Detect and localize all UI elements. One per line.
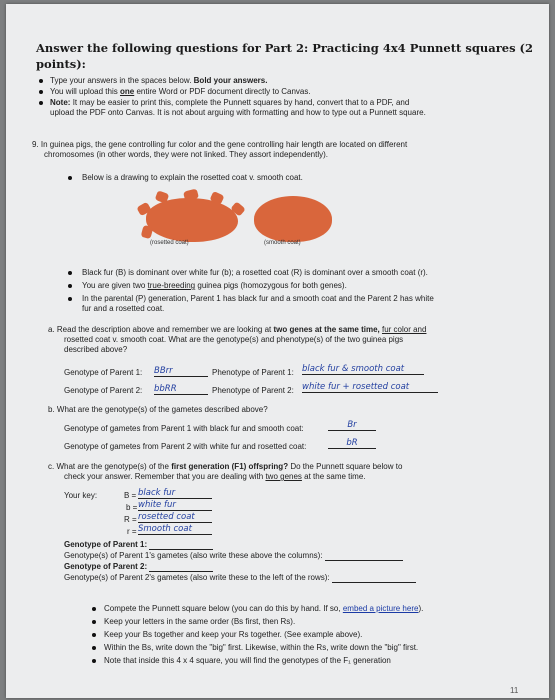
fact-parental-line-1: In the parental (P) generation, Parent 1 has black fur and a smooth coat and the Parent 2 has white	[82, 294, 434, 303]
instruction-2-pre: You will upload this	[50, 87, 118, 96]
bullet-icon	[92, 633, 96, 637]
phenotype-parent-2-answer[interactable]: white fur + rosetted coat	[302, 382, 438, 393]
key-answer-b[interactable]: white fur	[138, 500, 212, 511]
instruction-3-text: It may be easier to print this, complete the Punnett squares by hand, convert that to a PDF, and	[72, 98, 410, 107]
part-c-line-2-post: at the same time.	[304, 472, 366, 481]
phenotype-parent-1-answer[interactable]: black fur & smooth coat	[302, 364, 424, 375]
gametes-parent-2-c-blank[interactable]	[332, 574, 416, 583]
rosette-tuft	[141, 225, 154, 239]
part-c-pre: c. What are the genotype(s) of the	[48, 462, 169, 471]
part-a-line-2: rosetted coat v. smooth coat. What are the genotype(s) and phenotype(s) of the two guinea pigs	[64, 335, 404, 344]
gametes-parent-1-c-text: Genotype(s) of Parent 1's gametes (also write these above the columns):	[64, 551, 323, 560]
bullet-icon	[68, 297, 72, 301]
instruction-1-bold: Bold your answers.	[193, 76, 268, 85]
tip-1-pre: Compete the Punnett square below (you can do this by hand. If so,	[104, 604, 341, 613]
smooth-caption: (smooth coat)	[264, 240, 301, 246]
genotype-parent-2-label: Genotype of Parent 2:	[64, 386, 143, 395]
phenotype-parent-2-label: Phenotype of Parent 2:	[212, 386, 294, 395]
gametes-parent-2-label: Genotype of gametes from Parent 2 with white fur and rosetted coat:	[64, 442, 307, 451]
instruction-3	[50, 98, 409, 108]
fact-parental-line-2: fur and a rosetted coat.	[82, 304, 165, 313]
tip-1	[104, 604, 423, 614]
gametes-parent-2-c-label	[64, 573, 416, 583]
rosetted-body	[146, 198, 238, 242]
embed-picture-link[interactable]: embed a picture here	[342, 604, 419, 613]
genotype-parent-2-answer[interactable]: bbRR	[154, 384, 208, 395]
part-c-line-2-pre: check your answer. Remember that you are dealing with	[64, 472, 264, 481]
part-a-post: fur color and	[381, 325, 427, 334]
genotype-parent-2-c-blank[interactable]	[149, 563, 213, 572]
key-answer-B[interactable]: black fur	[138, 488, 212, 499]
tip-4: Within the Bs, write down the "big" first. Likewise, within the Rs, write down the "big" first.	[104, 643, 419, 652]
key-sym-r: r =	[127, 527, 137, 536]
part-b-question: b. What are the genotype(s) of the gametes described above?	[48, 405, 268, 414]
genotype-parent-1-c-text: Genotype of Parent 1:	[64, 540, 148, 549]
instruction-1-text: Type your answers in the spaces below.	[50, 76, 192, 85]
instruction-3-line-2: upload the PDF onto Canvas. It is not about arguing with formatting and how to type out a Punnett square.	[50, 108, 426, 117]
bullet-icon	[92, 620, 96, 624]
instruction-2	[50, 87, 311, 97]
part-a-bold: two genes at the same time,	[273, 325, 380, 334]
genotype-parent-2-c-label	[64, 562, 213, 572]
tip-5: Note that inside this 4 x 4 square, you will find the genotypes of the F₁ generation	[104, 656, 391, 665]
part-c-line-1	[48, 462, 402, 472]
gametes-parent-2-answer[interactable]: bR	[328, 438, 376, 449]
genotype-parent-1-c-blank[interactable]	[149, 541, 213, 550]
part-c-post: Do the Punnett square below to	[290, 462, 403, 471]
phenotype-parent-1-label: Phenotype of Parent 1:	[212, 368, 294, 377]
key-sym-b: b =	[126, 503, 138, 512]
fact-true-breeding-post: guinea pigs (homozygous for both genes).	[197, 281, 347, 290]
instruction-2-post: entire Word or PDF document directly to Canvas.	[136, 87, 311, 96]
bullet-icon	[68, 271, 72, 275]
bullet-icon	[92, 607, 96, 611]
heading-line-2: points):	[36, 57, 86, 71]
smooth-guinea-pig-illustration	[254, 196, 332, 242]
fact-true-breeding-pre: You are given two	[82, 281, 146, 290]
bullet-icon	[39, 101, 43, 105]
question-9-line-2: chromosomes (in other words, they were not linked. They assort independently).	[44, 150, 328, 159]
bullet-icon	[68, 176, 72, 180]
part-c-bold: first generation (F1) offspring?	[171, 462, 289, 471]
gametes-parent-1-answer[interactable]: Br	[328, 420, 376, 431]
instruction-3-bold: Note:	[50, 98, 71, 107]
document-page	[6, 4, 549, 698]
part-c-line-2	[64, 472, 366, 482]
bullet-icon	[39, 90, 43, 94]
fact-true-breeding	[82, 281, 347, 291]
genotype-parent-1-answer[interactable]: BBrr	[154, 366, 208, 377]
part-a-line-1	[48, 325, 426, 335]
key-answer-r[interactable]: Smooth coat	[138, 524, 212, 535]
heading-line-1: Answer the following questions for Part 2: Practicing 4x4 Punnett squares (2	[36, 41, 533, 55]
bullet-icon	[92, 659, 96, 663]
tip-3: Keep your Bs together and keep your Rs together. (See example above).	[104, 630, 363, 639]
gametes-parent-2-c-text: Genotype(s) of Parent 2's gametes (also write these to the left of the rows):	[64, 573, 330, 582]
instruction-2-underlined: one	[119, 87, 135, 96]
part-a-pre: a. Read the description above and remember we are looking at	[48, 325, 272, 334]
rosetted-caption: (rosetted coat)	[150, 240, 189, 246]
part-a-line-3: described above?	[64, 345, 128, 354]
tip-1-post: ).	[418, 604, 424, 613]
fact-true-breeding-underlined: true-breeding	[147, 281, 196, 290]
genotype-parent-2-c-text: Genotype of Parent 2:	[64, 562, 148, 571]
gametes-parent-1-c-label	[64, 551, 403, 561]
question-9-line-1: 9. In guinea pigs, the gene controlling fur color and the gene controlling hair length are located on different	[32, 140, 408, 149]
bullet-icon	[68, 284, 72, 288]
instruction-1	[50, 76, 267, 86]
key-label: Your key:	[64, 491, 98, 500]
part-c-line-2-underlined: two genes	[265, 472, 302, 481]
gametes-parent-1-label: Genotype of gametes from Parent 1 with black fur and smooth coat:	[64, 424, 304, 433]
bullet-icon	[39, 79, 43, 83]
bullet-icon	[92, 646, 96, 650]
key-answer-R[interactable]: rosetted coat	[138, 512, 212, 523]
drawing-note: Below is a drawing to explain the rosetted coat v. smooth coat.	[82, 173, 303, 182]
fact-dominance: Black fur (B) is dominant over white fur (b); a rosetted coat (R) is dominant over a smooth coat (r).	[82, 268, 428, 277]
genotype-parent-1-label: Genotype of Parent 1:	[64, 368, 143, 377]
genotype-parent-1-c-label	[64, 540, 213, 550]
tip-2: Keep your letters in the same order (Bs first, then Rs).	[104, 617, 296, 626]
page-number: 11	[510, 686, 519, 695]
key-sym-R: R =	[124, 515, 137, 524]
key-sym-B: B =	[124, 491, 137, 500]
gametes-parent-1-c-blank[interactable]	[325, 552, 403, 561]
